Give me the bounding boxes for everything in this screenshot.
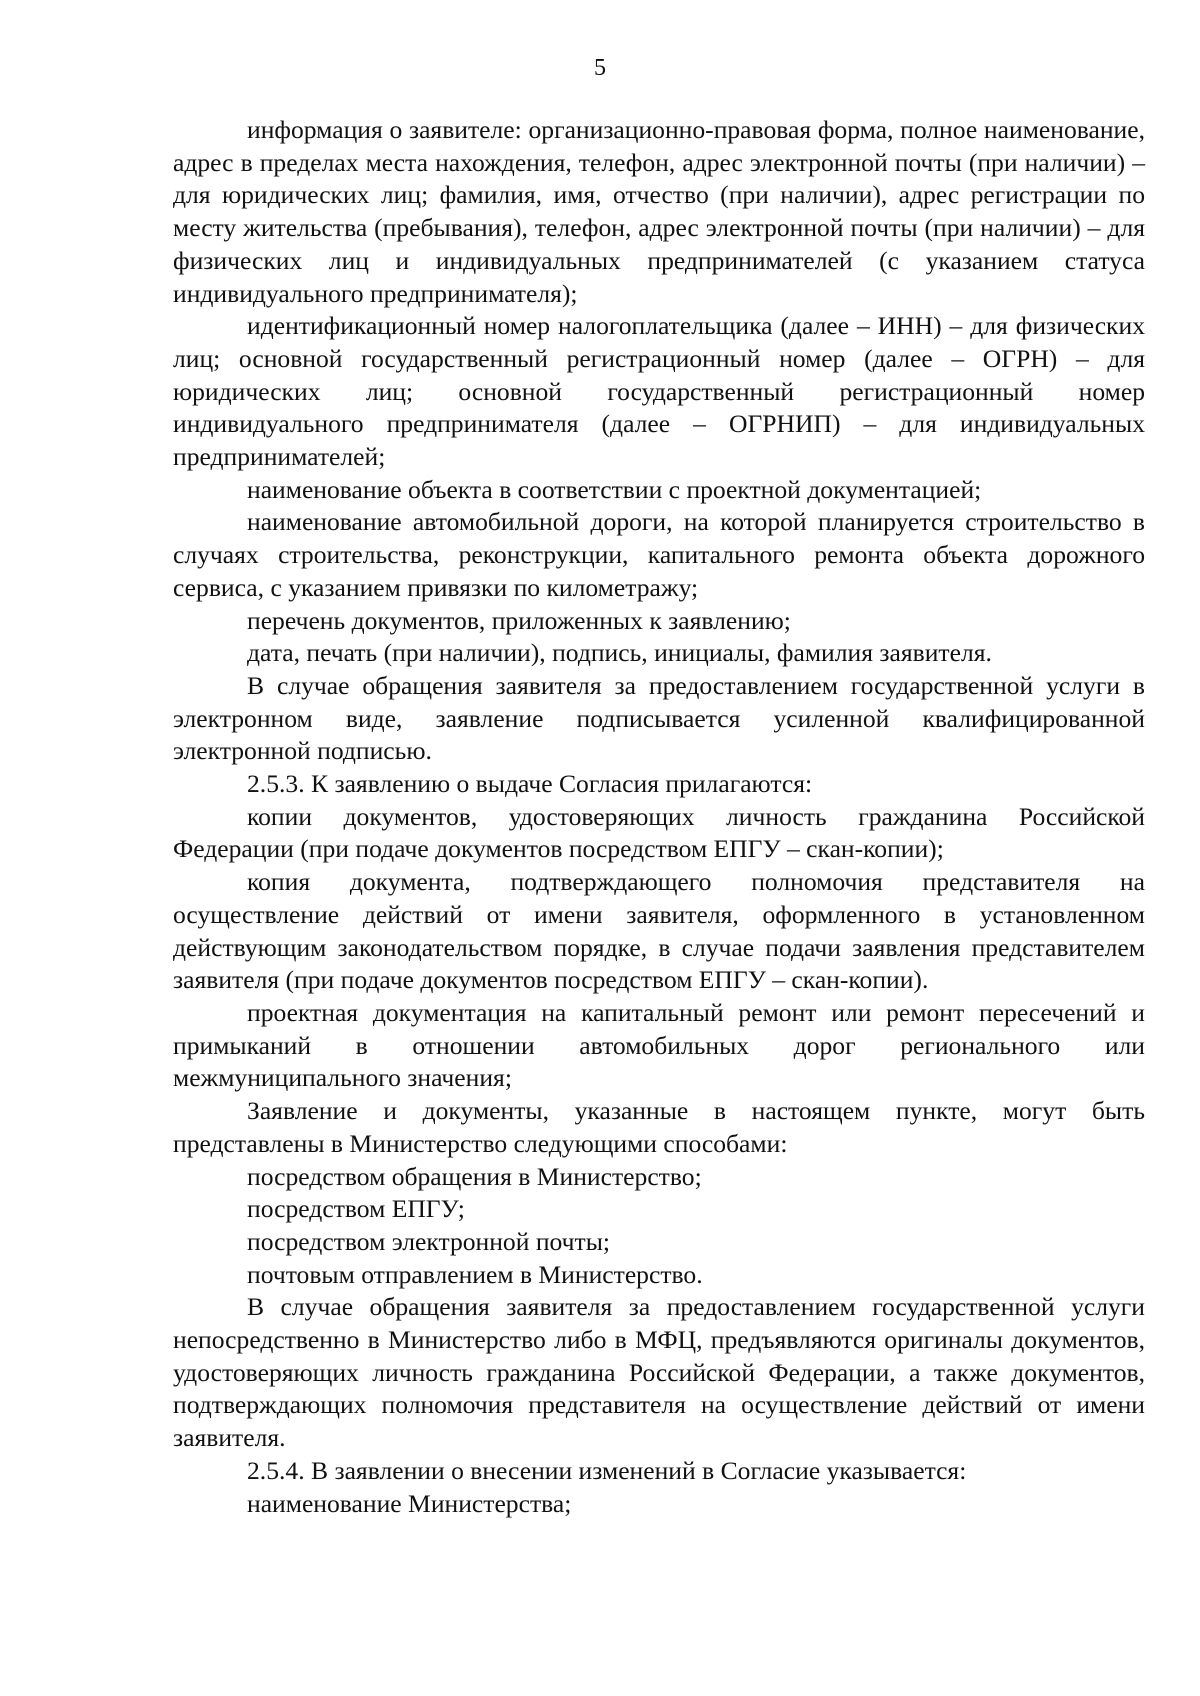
paragraph-originals: В случае обращения заявителя за предоставлением государственной услуги непосредственно в Министерство либо в МФЦ, предъявляются оригиналы документов, удостоверяющих личность гражданина Российской Федерации, а также документов, подтверждающих полномочия представителя на осуществление действий от имени заявителя.: [173, 1292, 1145, 1453]
paragraph-method-epgu: посредством ЕПГУ;: [247, 1194, 465, 1224]
paragraph-electronic-signature: В случае обращения заявителя за предоставлением государственной услуги в электронном виде, заявление подписывается усиленной квалифицированной электронной подписью.: [173, 670, 1145, 766]
paragraph-submission-methods: Заявление и документы, указанные в настоящем пункте, могут быть представлены в Министерство следующими способами:: [173, 1096, 1145, 1158]
paragraph-identity-copies: копии документов, удостоверяющих личность гражданина Российской Федерации (при подаче документов посредством ЕПГУ – скан-копии);: [173, 801, 1145, 864]
paragraph-ministry-name: наименование Министерства;: [247, 1488, 572, 1518]
paragraph-object-name: наименование объекта в соответствии с проектной документацией;: [247, 474, 982, 504]
paragraph-representative-authority: копия документа, подтверждающего полномочия представителя на осуществление действий от имени заявителя, оформленного в установленном действующим законодательством порядке, в случае подачи заявления представителем заявителя (при подаче документов посредством ЕПГУ – скан-копии).: [173, 867, 1145, 995]
paragraph-method-ministry: посредством обращения в Министерство;: [247, 1161, 702, 1191]
document-body: [173, 114, 1145, 1520]
paragraph-method-post: почтовым отправлением в Министерство.: [247, 1259, 703, 1289]
paragraph-applicant-info: информация о заявителе: организационно-правовая форма, полное наименование, адрес в пределах места нахождения, телефон, адрес электронной почты (при наличии) – для юридических лиц; фамилия, имя, отчество (при наличии), адрес регистрации по месту жительства (пребывания), телефон, адрес электронной почты (при наличии) – для физических лиц и индивидуальных предпринимателей (с указанием статуса индивидуального предпринимателя);: [173, 115, 1145, 308]
paragraph-road-name: наименование автомобильной дороги, на которой планируется строительство в случаях строительства, реконструкции, капитального ремонта объекта дорожного сервиса, с указанием привязки по километражу;: [173, 507, 1145, 602]
paragraph-section-2-5-3: 2.5.3. К заявлению о выдаче Согласия прилагаются:: [247, 769, 813, 799]
paragraph-section-2-5-4: 2.5.4. В заявлении о внесении изменений в Согласие указывается:: [247, 1455, 967, 1485]
paragraph-date-signature: дата, печать (при наличии), подпись, инициалы, фамилия заявителя.: [247, 638, 992, 668]
paragraph-documents-list: перечень документов, приложенных к заявлению;: [247, 605, 791, 635]
paragraph-method-email: посредством электронной почты;: [247, 1226, 611, 1256]
paragraph-tax-ids: идентификационный номер налогоплательщика (далее – ИНН) – для физических лиц; основной государственный регистрационный номер (далее – ОГРН) – для юридических лиц; основной государственный регистрационный номер индивидуального предпринимателя (далее – ОГРНИП) – для индивидуальных предпринимателей;: [173, 311, 1145, 472]
paragraph-project-documentation: проектная документация на капитальный ремонт или ремонт пересечений и примыканий в отношении автомобильных дорог регионального или межмуниципального значения;: [173, 997, 1145, 1093]
page-number: 5: [594, 55, 606, 81]
